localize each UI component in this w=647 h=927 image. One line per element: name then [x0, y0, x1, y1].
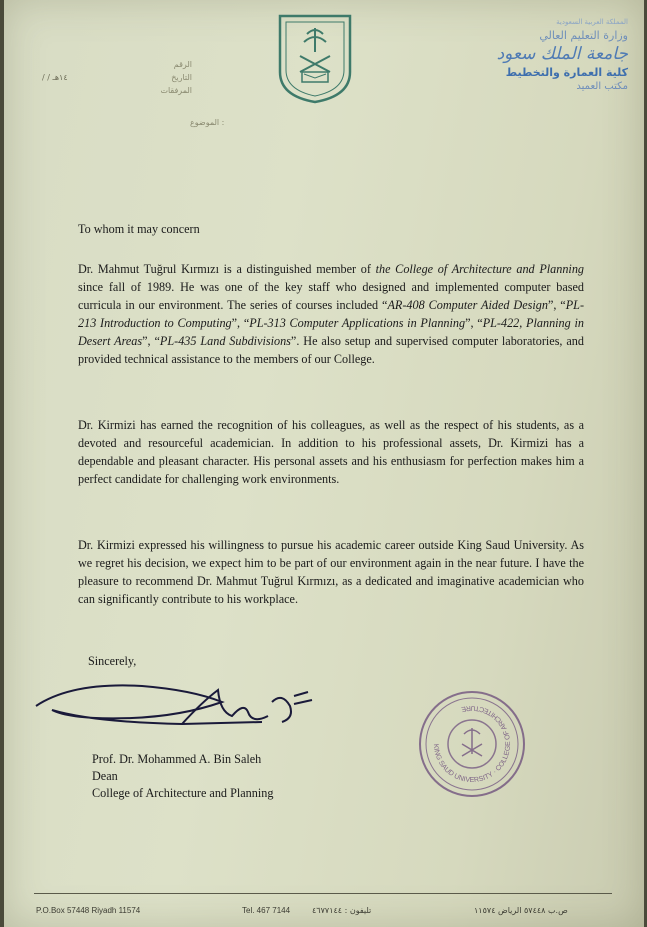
date-value: / / ١٤هـ	[42, 73, 68, 82]
greeting: To whom it may concern	[78, 222, 200, 236]
signer-name: Prof. Dr. Mohammed A. Bin Saleh	[92, 752, 262, 766]
course-pl-213: PL-213 Introduction to Computing	[78, 298, 584, 330]
course-ar-408: AR-408 Computer Aided Design	[387, 298, 548, 312]
p1-college-name: the College of Architecture and Planning	[375, 262, 585, 276]
course-pl-435: PL-435 Land Subdivisions	[159, 334, 291, 348]
p1-text: since fall of 1989. He was one of the key staff who designed and implemented computer based curricula in our environment. The series of courses included “	[78, 280, 584, 312]
p1-text: Dr. Mahmut Tuğrul Kırmızı is a distinguished member of	[78, 262, 376, 276]
arabic-letterhead	[497, 18, 628, 92]
paragraph-2: Dr. Kirmizi has earned the recognition of his colleagues, as well as the respect of his students, as a devoted and resourceful academician. In addition to his professional assets, Dr. Kirmizi has a dependable and pleasant character. His personal assets and his enthusiasm for perfection makes him a perfect candidate for challenging work environments.	[78, 418, 584, 486]
ref-number-label: الرقم	[173, 60, 192, 69]
letterhead-line-university: جامعة الملك سعود	[496, 44, 628, 64]
letterhead-line-kingdom: المملكة العربية السعودية	[556, 18, 628, 26]
signature	[32, 672, 322, 742]
p1-text: ”. He also setup and supervised computer laboratories, and provided technical assistance to the members of our College.	[78, 334, 584, 366]
letterhead-line-office: مكتب العميد	[576, 81, 628, 92]
university-logo	[274, 12, 356, 104]
signer-organization: College of Architecture and Planning	[92, 786, 274, 800]
p1-text: ”, “	[142, 334, 160, 348]
reference-block	[42, 60, 192, 99]
footer-pobox-ar: ص.ب ٥٧٤٤٨ الرياض ١١٥٧٤	[474, 906, 568, 915]
footer-tel-en: Tel. 467 7144	[242, 906, 291, 915]
subject-label: الموضوع :	[190, 118, 225, 127]
signer-block	[92, 751, 273, 802]
p1-text: ”, “	[465, 316, 483, 330]
paragraph-3: Dr. Kirmizi expressed his willingness to pursue his academic career outside King Saud University. As we regret his decision, we expect him to be part of our environment again in the near future. I have the pleasure to recommend Dr. Mahmut Tuğrul Kırmızı, as a dedicated and imaginative academician who can significantly contribute to his workplace.	[78, 538, 584, 606]
seal-text: KING SAUD UNIVERSITY · COLLEGE OF ARCHITECTURE	[431, 703, 513, 785]
footer-pobox-en: P.O.Box 57448 Riyadh 11574	[36, 906, 141, 915]
paragraph-1	[78, 260, 584, 368]
signer-title: Dean	[92, 769, 118, 783]
course-pl-313: PL-313 Computer Applications in Planning	[249, 316, 466, 330]
date-label: التاريخ	[171, 73, 192, 82]
p1-text: ”, “	[547, 298, 566, 312]
closing: Sincerely,	[88, 654, 137, 668]
course-pl-422: PL-422, Planning in Desert Areas	[78, 316, 584, 348]
footer-divider	[34, 893, 612, 894]
attachments-label: المرفقات	[160, 86, 192, 95]
official-seal	[416, 688, 528, 800]
p1-text: ”, “	[231, 316, 250, 330]
letter-page	[4, 0, 644, 927]
footer-tel-ar: تليفون : ٤٦٧٧١٤٤	[312, 906, 372, 915]
letterhead-line-ministry: وزارة التعليم العالي	[539, 29, 628, 42]
letterhead-line-college: كلية العمارة والتخطيط	[505, 66, 628, 79]
